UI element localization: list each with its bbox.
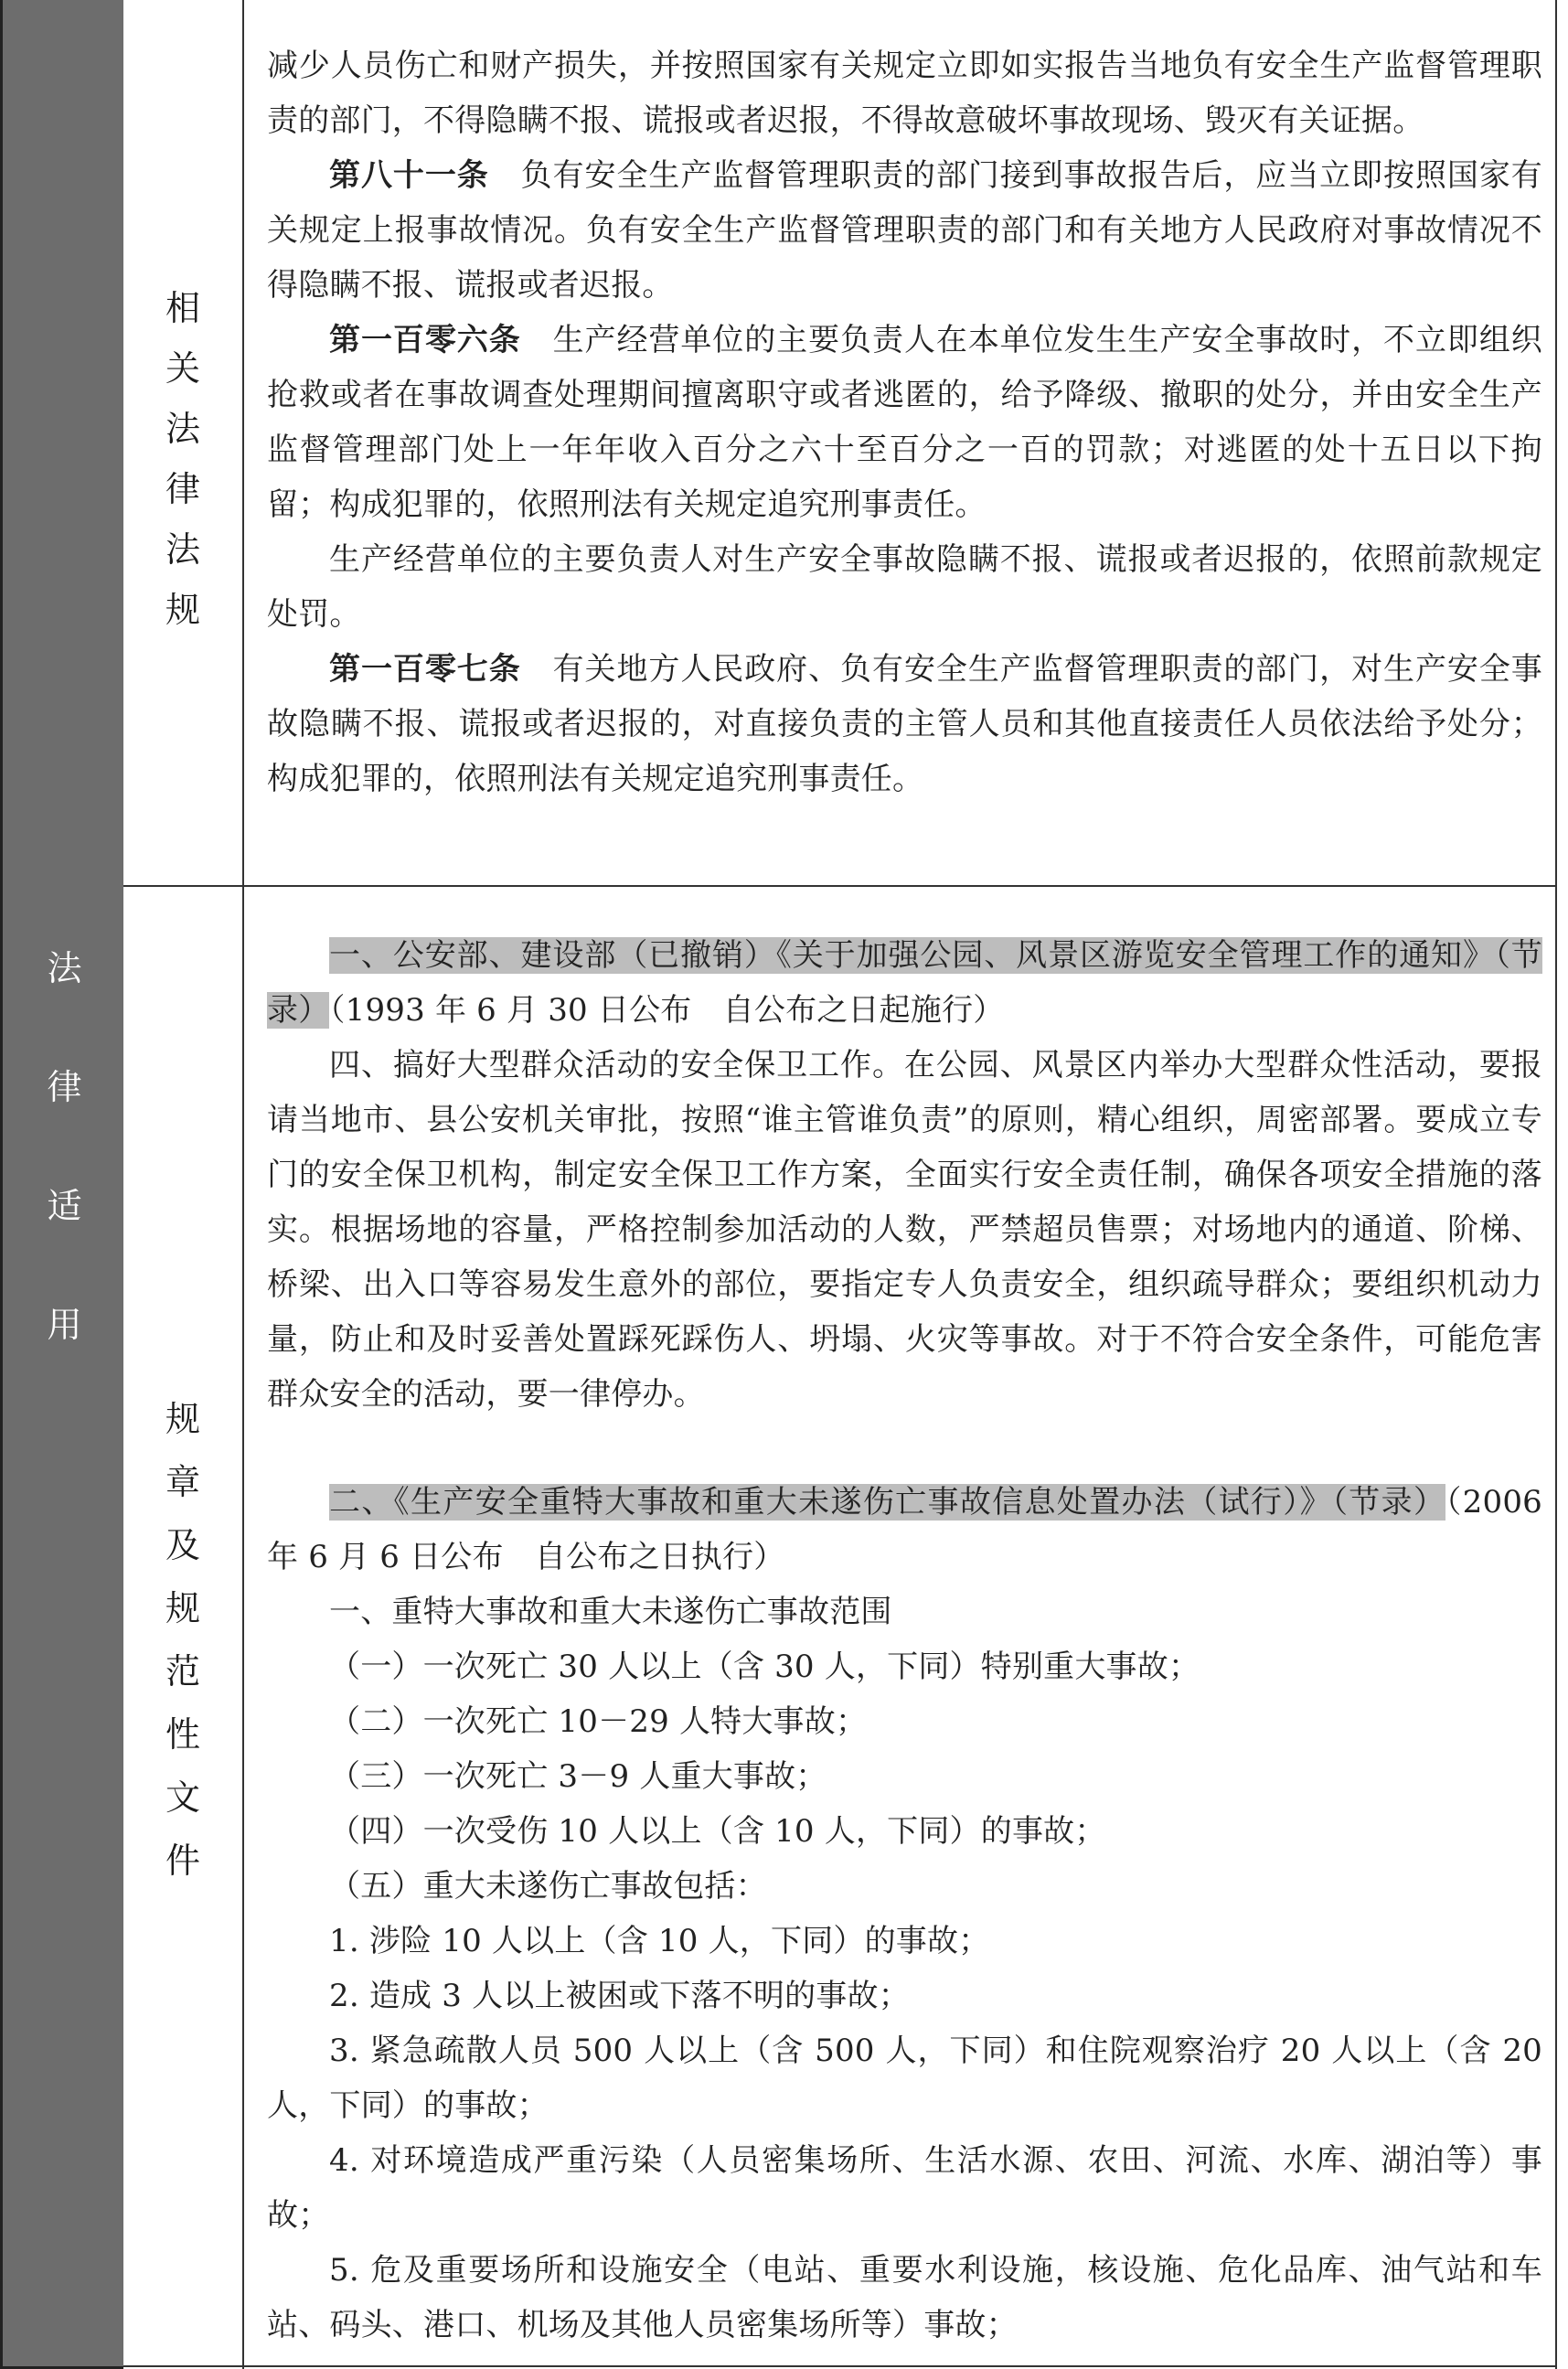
section2-label-char: 规 — [165, 1588, 200, 1628]
paragraph: 减少人员伤亡和财产损失，并按照国家有关规定立即如实报告当地负有安全生产监督管理职责的部门，不得隐瞒不报、谎报或者迟报，不得故意破坏事故现场、毁灭有关证据。 — [267, 48, 1542, 139]
article-paragraph — [267, 148, 1542, 313]
section2-label-char: 范 — [165, 1651, 200, 1691]
list-item: 1. 涉险 10 人以上（含 10 人，下同）的事故； — [329, 1923, 990, 1959]
section2-label — [123, 1388, 242, 1893]
document-title: 一、公安部、建设部（已撤销）《关于加强公园、风景区游览安全管理工作的通知》（节录） — [267, 937, 1542, 1029]
list-item: 3. 紧急疏散人员 500 人以上（含 500 人，下同）和住院观察治疗 20 人以上（含 20 人，下同）的事故； — [267, 2033, 1542, 2124]
document-title-paragraph — [267, 1475, 1542, 1585]
section1-label-char: 法 — [165, 529, 200, 570]
subcategory-column — [123, 0, 244, 2369]
list-item: （二）一次死亡 10－29 人特大事故； — [329, 1703, 868, 1740]
section1-label-char: 相 — [165, 288, 200, 328]
article-body: 生产经营单位的主要负责人在本单位发生生产安全事故时，不立即组织抢救或者在事故调查处理期间擅离职守或者逃匿的，给予降级、撤职的处分，并由安全生产监督管理部门处上一年年收入百分之六十至百分之一百的罚款；对逃匿的处十五日以下拘留；构成犯罪的，依照刑法有关规定追究刑事责任。 — [267, 322, 1543, 523]
spacer — [267, 1422, 1542, 1475]
document-title-paragraph — [267, 928, 1542, 1038]
section1-label-char: 规 — [165, 590, 200, 630]
outer-label-char: 用 — [47, 1305, 82, 1345]
section2-label-char: 及 — [165, 1525, 200, 1565]
section2-label-char: 性 — [165, 1714, 200, 1755]
section1-content — [267, 38, 1542, 806]
section1-label-char: 关 — [165, 348, 200, 389]
outer-category-column — [0, 0, 123, 2369]
document-title: 二、《生产安全重特大事故和重大未遂伤亡事故信息处置办法（试行）》（节录） — [329, 1484, 1446, 1521]
section1-label-char: 律 — [165, 469, 200, 509]
document-date: （1993 年 6 月 30 日公布 自公布之日起施行） — [329, 992, 1005, 1029]
article-heading: 第八十一条 — [329, 157, 489, 194]
list-item: 5. 危及重要场所和设施安全（电站、重要水利设施，核设施、危化品库、油气站和车站、码头、港口、机场及其他人员密集场所等）事故； — [267, 2252, 1542, 2343]
section2-label-char: 章 — [165, 1462, 200, 1502]
list-item: （五）重大未遂伤亡事故包括： — [329, 1868, 767, 1905]
table-right-border — [1555, 0, 1557, 2369]
list-item: 一、重特大事故和重大未遂伤亡事故范围 — [329, 1594, 892, 1630]
section2-label-char: 规 — [165, 1399, 200, 1439]
article-heading: 第一百零六条 — [329, 322, 521, 358]
section2-label-char: 件 — [165, 1841, 200, 1881]
paragraph: 生产经营单位的主要负责人对生产安全事故隐瞒不报、谎报或者迟报的，依照前款规定处罚。 — [267, 541, 1542, 633]
article-paragraph — [267, 313, 1542, 532]
article-body: 负有安全生产监督管理职责的部门接到事故报告后，应当立即按照国家有关规定上报事故情况。负有安全生产监督管理职责的部门和有关地方人民政府对事故情况不得隐瞒不报、谎报或者迟报。 — [267, 157, 1542, 304]
article-body: 有关地方人民政府、负有安全生产监督管理职责的部门，对生产安全事故隐瞒不报、谎报或者迟报的，对直接负责的主管人员和其他直接责任人员依法给予处分；构成犯罪的，依照刑法有关规定追究刑事责任。 — [267, 651, 1543, 797]
section2-content — [267, 928, 1542, 2353]
article-heading: 第一百零七条 — [329, 651, 521, 688]
outer-label-char: 法 — [47, 948, 82, 988]
list-item: 2. 造成 3 人以上被困或下落不明的事故； — [329, 1978, 910, 2014]
article-paragraph — [267, 642, 1542, 806]
list-item: （四）一次受伤 10 人以上（含 10 人，下同）的事故； — [329, 1813, 1106, 1850]
list-item: 4. 对环境造成严重污染（人员密集场所、生活水源、农田、河流、水库、湖泊等）事故； — [267, 2142, 1542, 2234]
paragraph: 四、搞好大型群众活动的安全保卫工作。在公园、风景区内举办大型群众性活动，要报请当地市、县公安机关审批，按照“谁主管谁负责”的原则，精心组织，周密部署。要成立专门的安全保卫机构，制定安全保卫工作方案，全面实行安全责任制，确保各项安全措施的落实。根据场地的容量，严格控制参加活动的人数，严禁超员售票；对场地内的通道、阶梯、桥梁、出入口等容易发生意外的部位，要指定专人负责安全，组织疏导群众；要组织机动力量，防止和及时妥善处置踩死踩伤人、坍塌、火灾等事故。对于不符合安全条件，可能危害群众安全的活动，要一律停办。 — [267, 1047, 1542, 1413]
table-bottom-border — [123, 2365, 1557, 2367]
list-item: （三）一次死亡 3－9 人重大事故； — [329, 1758, 827, 1795]
outer-label-char: 适 — [47, 1186, 82, 1226]
outer-category-label — [3, 948, 126, 1426]
outer-label-char: 律 — [47, 1067, 82, 1107]
section1-label-char: 法 — [165, 409, 200, 449]
list-item: （一）一次死亡 30 人以上（含 30 人，下同）特别重大事故； — [329, 1649, 1200, 1685]
row-divider — [123, 885, 1557, 887]
section1-label — [123, 278, 242, 640]
document-date: （2006 年 6 月 6 日公布 自公布之日执行） — [267, 1484, 1542, 1575]
section2-label-char: 文 — [165, 1777, 200, 1818]
